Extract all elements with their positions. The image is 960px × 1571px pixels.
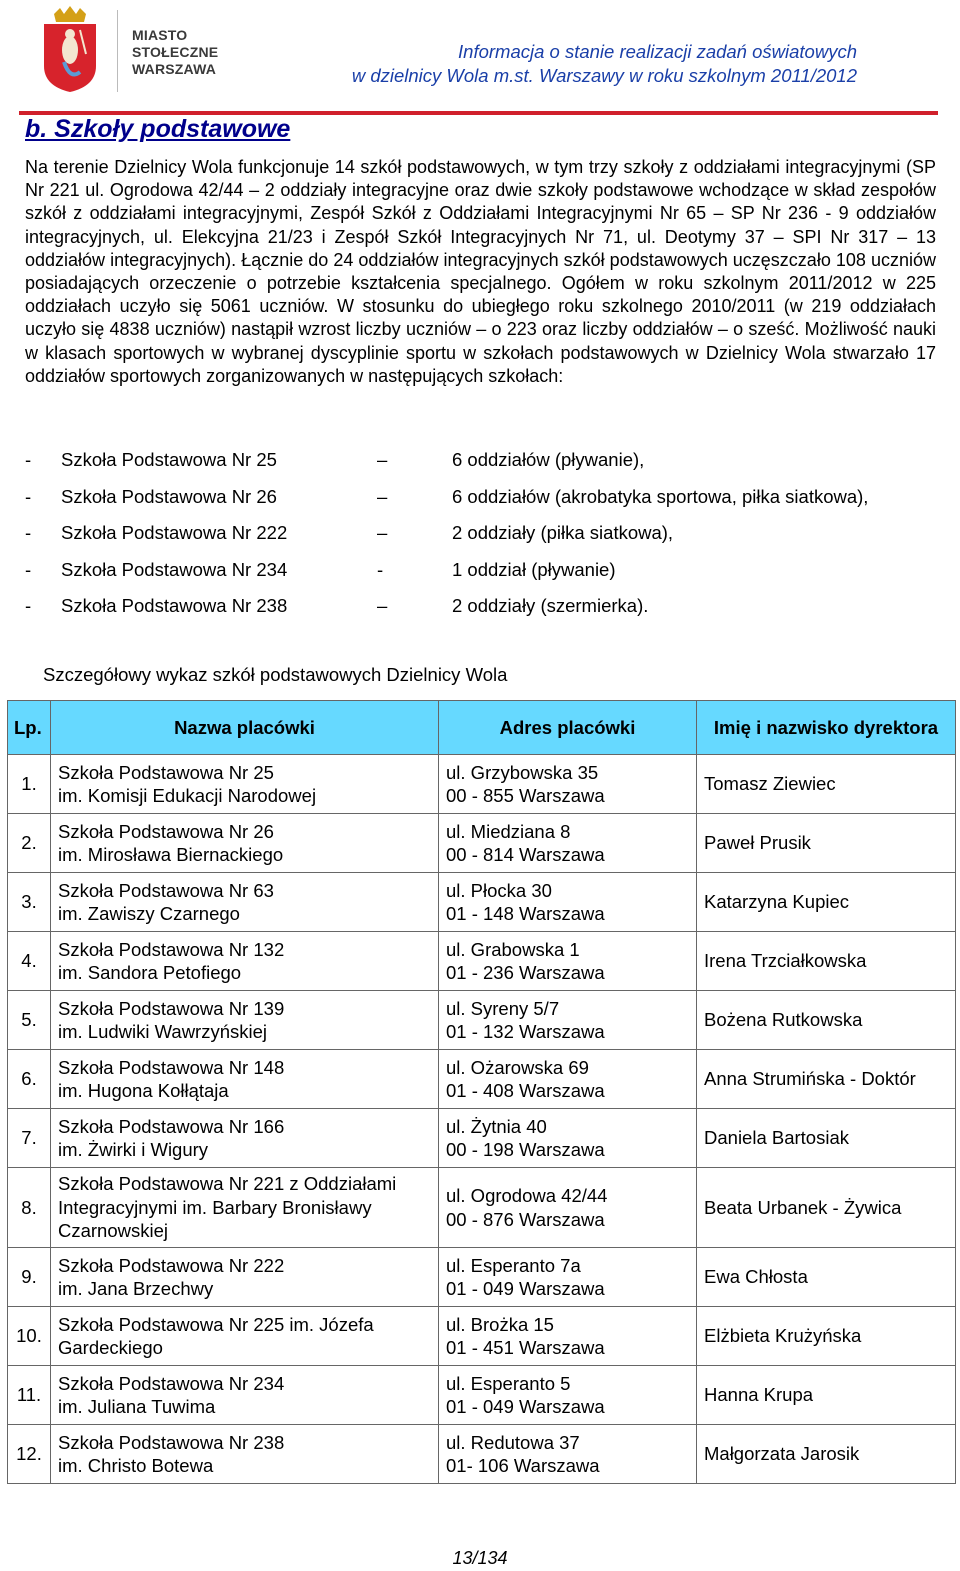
cell-school-name-line: Szkoła Podstawowa Nr 26	[58, 820, 274, 842]
sports-school-name: Szkoła Podstawowa Nr 234	[61, 558, 288, 580]
sports-school-name: Szkoła Podstawowa Nr 26	[61, 485, 277, 507]
cell-director: Bożena Rutkowska	[697, 991, 956, 1050]
cell-address	[439, 1168, 697, 1248]
cell-address-line: ul. Redutowa 37	[446, 1431, 580, 1453]
cell-lp: 12.	[8, 1425, 51, 1484]
cell-address-line: 01 - 049 Warszawa	[446, 1396, 605, 1417]
table-caption: Szczegółowy wykaz szkół podstawowych Dzielnicy Wola	[43, 664, 508, 685]
cell-director: Hanna Krupa	[697, 1366, 956, 1425]
cell-address-line: ul. Syreny 5/7	[446, 997, 560, 1019]
sports-list-item	[25, 518, 945, 555]
logo-line-2: STOŁECZNE	[132, 44, 219, 60]
sports-classes-description: 6 oddziałów (pływanie),	[452, 449, 645, 470]
sports-school-name: Szkoła Podstawowa Nr 238	[61, 595, 288, 616]
sports-list-item	[25, 591, 945, 628]
cell-school-name	[51, 1425, 439, 1484]
table-row	[8, 1366, 956, 1425]
cell-lp: 2.	[8, 814, 51, 873]
table-row	[8, 1109, 956, 1168]
cell-school-name-line: Czarnowskiej	[58, 1220, 169, 1242]
cell-director: Beata Urbanek - Żywica	[697, 1168, 956, 1248]
cell-school-name-line: Szkoła Podstawowa Nr 63	[58, 879, 274, 901]
sports-list-item	[25, 555, 945, 592]
cell-lp: 10.	[8, 1307, 51, 1366]
cell-address	[439, 932, 697, 991]
cell-lp: 1.	[8, 755, 51, 814]
cell-address	[439, 1248, 697, 1307]
cell-director: Anna Strumińska - Doktór	[697, 1050, 956, 1109]
list-separator: –	[377, 595, 388, 616]
logo-divider	[117, 10, 118, 92]
cell-school-name-line: im. Ludwiki Wawrzyńskiej	[58, 1021, 268, 1042]
header-title-line-2: w dzielnicy Wola m.st. Warszawy w roku szkolnym 2011/2012	[351, 65, 857, 86]
cell-address-line: 00 - 814 Warszawa	[446, 844, 605, 865]
cell-school-name-line: im. Juliana Tuwima	[58, 1396, 216, 1417]
cell-lp: 5.	[8, 991, 51, 1050]
cell-address-line: 01 - 132 Warszawa	[446, 1021, 605, 1042]
cell-address-line: ul. Miedziana 8	[446, 820, 571, 842]
list-separator: -	[377, 558, 384, 580]
cell-lp: 3.	[8, 873, 51, 932]
cell-school-name-line: im. Sandora Petofiego	[58, 962, 242, 983]
table-row	[8, 814, 956, 873]
page-number: 13/134	[452, 1548, 508, 1568]
cell-school-name-line: im. Komisji Edukacji Narodowej	[58, 785, 317, 806]
table-header-row	[8, 701, 956, 755]
cell-school-name-line: im. Hugona Kołłątaja	[58, 1080, 229, 1101]
cell-address-line: ul. Grzybowska 35	[446, 761, 599, 783]
table-row	[8, 1425, 956, 1484]
table-row	[8, 1168, 956, 1248]
cell-address	[439, 991, 697, 1050]
cell-address-line: ul. Brożka 15	[446, 1313, 554, 1335]
sports-classes-description: 6 oddziałów (akrobatyka sportowa, piłka siatkowa),	[452, 485, 869, 507]
sports-list-item	[25, 482, 945, 519]
cell-director: Elżbieta Krużyńska	[697, 1307, 956, 1366]
cell-address-line: 00 - 198 Warszawa	[446, 1139, 605, 1160]
cell-school-name-line: im. Żwirki i Wigury	[58, 1139, 209, 1160]
column-header-lp: Lp.	[8, 701, 51, 755]
cell-school-name	[51, 755, 439, 814]
list-bullet: -	[25, 522, 32, 543]
cell-lp: 6.	[8, 1050, 51, 1109]
table-row	[8, 873, 956, 932]
list-bullet: -	[25, 595, 32, 616]
cell-school-name-line: Szkoła Podstawowa Nr 222	[58, 1254, 285, 1276]
warsaw-coat-of-arms-logo	[40, 6, 100, 94]
cell-school-name	[51, 1168, 439, 1248]
cell-school-name-line: Szkoła Podstawowa Nr 238	[58, 1431, 285, 1453]
cell-lp: 9.	[8, 1248, 51, 1307]
document-header-title	[352, 40, 857, 88]
cell-address	[439, 814, 697, 873]
cell-address	[439, 873, 697, 932]
sports-classes-description: 2 oddziały (piłka siatkowa),	[452, 522, 674, 543]
cell-address-line: 01 - 148 Warszawa	[446, 903, 605, 924]
cell-school-name-line: im. Christo Botewa	[58, 1455, 214, 1476]
cell-address	[439, 1307, 697, 1366]
cell-director: Ewa Chłosta	[697, 1248, 956, 1307]
list-separator: –	[377, 485, 388, 507]
cell-address-line: ul. Ogrodowa 42/44	[446, 1185, 608, 1207]
sports-classes-description: 1 oddział (pływanie)	[452, 558, 616, 580]
cell-school-name	[51, 873, 439, 932]
cell-school-name-line: Integracyjnymi im. Barbary Bronisławy	[58, 1196, 372, 1218]
section-title: b. Szkoły podstawowe	[25, 115, 291, 143]
cell-school-name	[51, 1248, 439, 1307]
cell-address-line: 01 - 236 Warszawa	[446, 962, 605, 983]
cell-school-name-line: Szkoła Podstawowa Nr 221 z Oddziałami	[58, 1173, 397, 1195]
cell-address-line: ul. Grabowska 1	[446, 938, 580, 960]
cell-school-name-line: Szkoła Podstawowa Nr 132	[58, 938, 285, 960]
sports-classes-description: 2 oddziały (szermierka).	[452, 595, 649, 616]
cell-school-name	[51, 932, 439, 991]
cell-director: Małgorzata Jarosik	[697, 1425, 956, 1484]
cell-address-line: ul. Esperanto 5	[446, 1372, 571, 1394]
table-row	[8, 1307, 956, 1366]
sports-list-item	[25, 445, 945, 482]
cell-school-name-line: Szkoła Podstawowa Nr 225 im. Józefa	[58, 1313, 374, 1335]
cell-director: Irena Trzciałkowska	[697, 932, 956, 991]
cell-director: Daniela Bartosiak	[697, 1109, 956, 1168]
cell-school-name-line: im. Zawiszy Czarnego	[58, 903, 240, 924]
list-bullet: -	[25, 485, 32, 507]
column-header-director: Imię i nazwisko dyrektora	[697, 701, 956, 755]
logo-wordmark	[132, 27, 218, 78]
sports-school-name: Szkoła Podstawowa Nr 25	[61, 449, 277, 470]
list-bullet: -	[25, 558, 32, 580]
table-row	[8, 991, 956, 1050]
cell-address-line: ul. Płocka 30	[446, 879, 552, 901]
cell-address	[439, 1425, 697, 1484]
table-row	[8, 1248, 956, 1307]
intro-paragraph: Na terenie Dzielnicy Wola funkcjonuje 14 szkół podstawowych, w tym trzy szkoły z oddziałami integracyjnymi (SP Nr 221 ul. Ogrodowa 42/44 – 2 oddziały integracyjne oraz dwie szkoły podstawowe wchodzące w skład zespołów szkół z oddziałami integracyjnymi, Zespół Szkół z Oddziałami Integracyjnymi Nr 65 – SP Nr 236 - 9 oddziałów integracyjnych, ul. Elekcyjna 21/23 i Zespół Szkół Integracyjnych Nr 71, ul. Deotymy 37 – SPI Nr 317 – 13 oddziałów integracyjnych). Łącznie do 24 oddziałów integracyjnych szkół podstawowych uczęszczało 108 uczniów posiadających orzeczenie o potrzebie kształcenia specjalnego. Ogółem w roku szkolnym 2011/2012 w 225 oddziałach uczyło się 5061 uczniów. W stosunku do ubiegłego roku szkolnego 2010/2011 (w 219 oddziałach uczyło się 4838 uczniów) nastąpił wzrost liczby uczniów – o 223 oraz liczby oddziałów – o sześć. Możliwość nauki w klasach sportowych w wybranej dyscyplinie sportu w szkołach podstawowych w Dzielnicy Wola stwarzało 17 oddziałów sportowych zorganizowanych w następujących szkołach:	[25, 157, 936, 386]
cell-director: Paweł Prusik	[697, 814, 956, 873]
cell-school-name-line: im. Mirosława Biernackiego	[58, 844, 284, 865]
cell-address-line: 01 - 451 Warszawa	[446, 1337, 605, 1358]
list-bullet: -	[25, 449, 32, 470]
cell-school-name-line: Szkoła Podstawowa Nr 166	[58, 1115, 285, 1137]
list-separator: –	[377, 449, 388, 470]
cell-address-line: 01 - 049 Warszawa	[446, 1278, 605, 1299]
cell-address	[439, 1050, 697, 1109]
column-header-name: Nazwa placówki	[51, 701, 439, 755]
cell-school-name-line: Szkoła Podstawowa Nr 148	[58, 1056, 285, 1078]
cell-lp: 11.	[8, 1366, 51, 1425]
table-row	[8, 1050, 956, 1109]
cell-school-name-line: Szkoła Podstawowa Nr 25	[58, 761, 274, 783]
cell-lp: 8.	[8, 1168, 51, 1248]
cell-director: Katarzyna Kupiec	[697, 873, 956, 932]
cell-school-name	[51, 991, 439, 1050]
cell-school-name	[51, 1307, 439, 1366]
cell-school-name-line: Gardeckiego	[58, 1337, 163, 1358]
sports-classes-list	[25, 445, 945, 628]
schools-table	[7, 700, 956, 1484]
sports-school-name: Szkoła Podstawowa Nr 222	[61, 522, 288, 543]
cell-director: Tomasz Ziewiec	[697, 755, 956, 814]
cell-address-line: 01- 106 Warszawa	[446, 1455, 600, 1476]
table-row	[8, 932, 956, 991]
cell-lp: 7.	[8, 1109, 51, 1168]
cell-lp: 4.	[8, 932, 51, 991]
cell-school-name-line: Szkoła Podstawowa Nr 234	[58, 1372, 285, 1394]
cell-school-name-line: im. Jana Brzechwy	[58, 1278, 214, 1299]
cell-address	[439, 755, 697, 814]
cell-address-line: 00 - 855 Warszawa	[446, 785, 605, 806]
cell-school-name-line: Szkoła Podstawowa Nr 139	[58, 997, 285, 1019]
logo-line-3: WARSZAWA	[132, 61, 217, 77]
list-separator: –	[377, 522, 388, 543]
cell-address	[439, 1366, 697, 1425]
cell-address-line: ul. Żytnia 40	[446, 1115, 547, 1137]
header-title-line-1: Informacja o stanie realizacji zadań oświatowych	[458, 41, 857, 62]
cell-address-line: ul. Esperanto 7a	[446, 1254, 581, 1276]
cell-address	[439, 1109, 697, 1168]
table-row	[8, 755, 956, 814]
cell-address-line: 01 - 408 Warszawa	[446, 1080, 605, 1101]
cell-school-name	[51, 1366, 439, 1425]
cell-school-name	[51, 1050, 439, 1109]
cell-address-line: ul. Ożarowska 69	[446, 1056, 589, 1078]
cell-school-name	[51, 1109, 439, 1168]
column-header-address: Adres placówki	[439, 701, 697, 755]
cell-address-line: 00 - 876 Warszawa	[446, 1208, 605, 1230]
logo-line-1: MIASTO	[132, 27, 188, 43]
cell-school-name	[51, 814, 439, 873]
